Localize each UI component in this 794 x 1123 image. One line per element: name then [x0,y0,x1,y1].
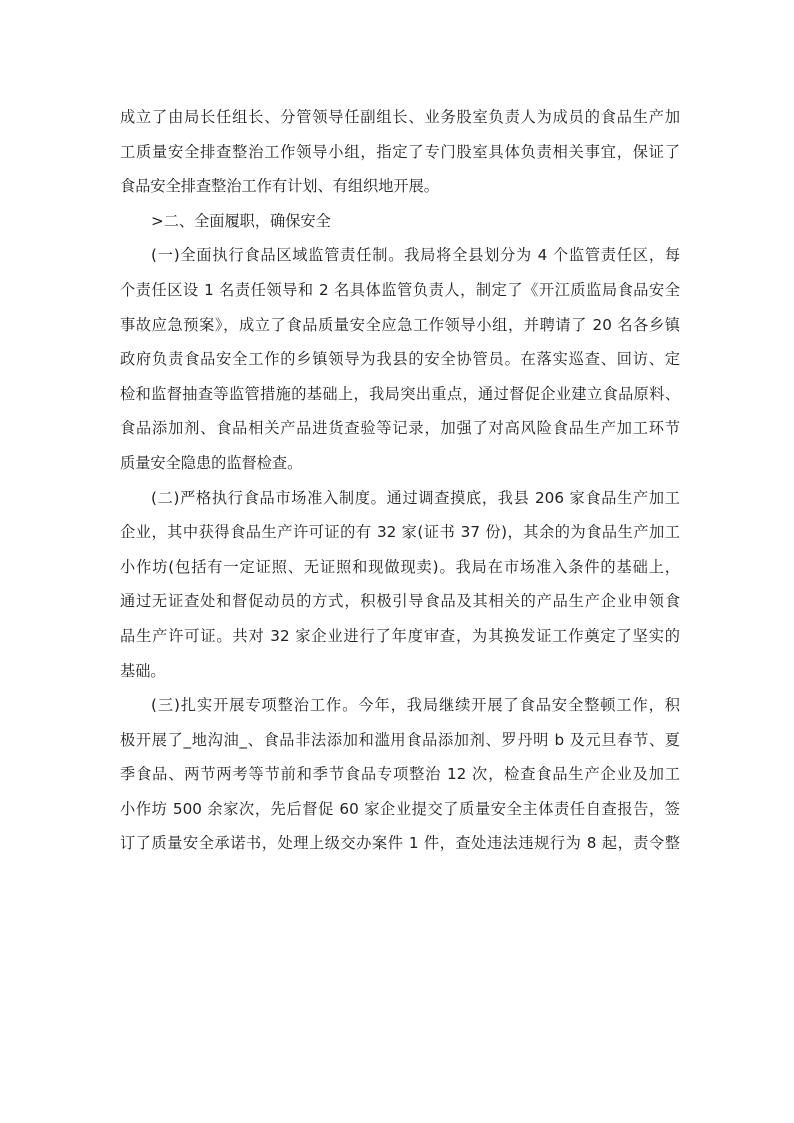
body-text [120,100,680,861]
text-line: (三)扎实开展专项整治工作。今年，我局继续开展了食品安全整顿工作，积 [151,696,680,715]
text-line: 订了质量安全承诺书，处理上级交办案件 1 件，查处违法违规行为 8 起，责令整 [120,834,680,853]
text-line: 通过无证查处和督促动员的方式，积极引导食品及其相关的产品生产企业申领食 [120,592,680,611]
text-line: 食品安全排查整治工作有计划、有组织地开展。 [120,177,439,196]
text-line: 质量安全隐患的监督检查。 [120,453,303,472]
text-line: 小作坊(包括有一定证照、无证照和现做现卖)。我局在市场准入条件的基础上， [120,557,680,576]
text-line: (二)严格执行食品市场准入制度。通过调查摸底，我县 206 家食品生产加工 [151,488,680,507]
section-heading: >二、全面履职，确保安全 [151,211,331,230]
text-line: 基础。 [120,661,166,680]
text-line: 政府负责食品安全工作的乡镇领导为我县的安全协管员。在落实巡查、回访、定 [120,350,680,369]
text-line: 品生产许可证。共对 32 家企业进行了年度审查，为其换发证工作奠定了坚实的 [120,626,680,645]
text-line: 季食品、两节两考等节前和季节食品专项整治 12 次，检查食品生产企业及加工 [120,765,680,784]
text-line: 极开展了_地沟油_、食品非法添加和滥用食品添加剂、罗丹明 b 及元旦春节、夏 [120,730,680,749]
text-line: 工质量安全排查整治工作领导小组，指定了专门股室具体负责相关事宜，保证了 [120,142,680,161]
text-line: 个责任区设 1 名责任领导和 2 名具体监管负责人，制定了《开江质监局食品安全 [120,280,680,299]
text-line: 食品添加剂、食品相关产品进货查验等记录，加强了对高风险食品生产加工环节 [120,419,680,438]
text-line: (一)全面执行食品区域监管责任制。我局将全县划分为 4 个监管责任区，每 [151,246,680,265]
text-line: 小作坊 500 余家次，先后督促 60 家企业提交了质量安全主体责任自查报告，签 [120,799,680,818]
text-line: 事故应急预案》，成立了食品质量安全应急工作领导小组，并聘请了 20 名各乡镇 [120,315,680,334]
text-line: 检和监督抽查等监管措施的基础上，我局突出重点，通过督促企业建立食品原料、 [120,384,680,403]
text-line: 企业，其中获得食品生产许可证的有 32 家(证书 37 份)，其余的为食品生产加工 [120,523,680,542]
text-line: 成立了由局长任组长、分管领导任副组长、业务股室负责人为成员的食品生产加 [120,108,680,126]
